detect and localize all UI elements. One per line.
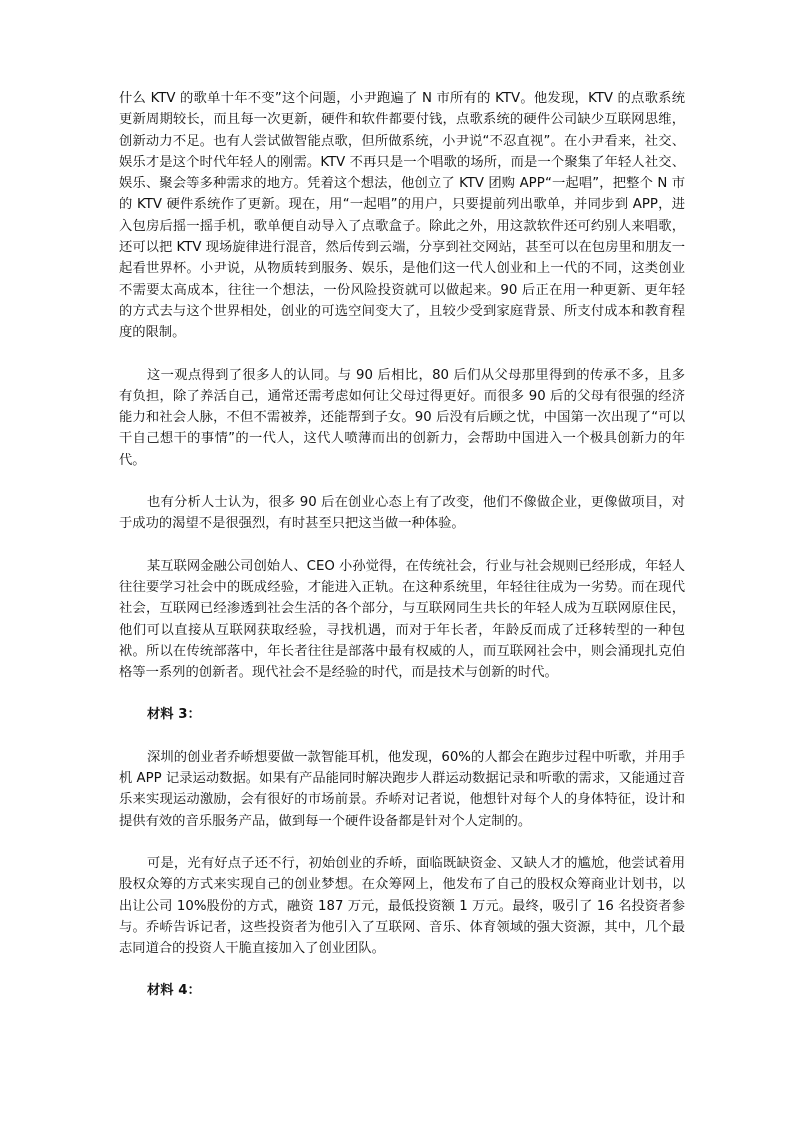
paragraph-earphone: 深圳的创业者乔峤想要做一款智能耳机，他发现，60%的人都会在跑步过程中听歌，并用手机 APP 记录运动数据。如果有产品能同时解决跑步人群运动数据记录和听歌的需求，又能通过音乐来实现运动激励，会有很好的市场前景。乔峤对记者说，他想针对每个人的身体特征，设计和提供有效的音乐服务产品，做到每一个硬件设备都是针对个人定制的。 (119, 749, 685, 829)
paragraph-gap (119, 726, 685, 747)
paragraph-agreement: 这一观点得到了很多人的认同。与 90 后相比，80 后们从父母那里得到的传承不多，且多有负担，除了养活自己，通常还需考虑如何让父母过得更好。而很多 90 后的父母有很强的经济能力和社会人脉，不但不需被养，还能帮到子女。90 后没有后顾之忧，中国第一次出现了“可以干自己想干的事情”的一代人，这代人喷薄而出的创新力，会帮助中国进入一个极具创新力的年代。 (119, 367, 685, 468)
paragraph-ceo: 某互联网金融公司创始人、CEO 小孙觉得，在传统社会，行业与社会规则已经形成，年轻人往往要学习社会中的既成经验，才能进入正轨。在这种系统里，年轻往往成为一劣势。而在现代社会，互联网已经渗透到社会生活的各个部分，与互联网同生共长的年轻人成为互联网原住民，他们可以直接从互联网获取经验，寻找机遇，而对于年长者，年龄反而成了迁移转型的一种包袱。所以在传统部落中，年长者往往是部落中最有权威的人，而互联网社会中，则会涌现扎克伯格等一系列的创新者。现代社会不是经验的时代，而是技术与创新的时代。 (119, 558, 685, 681)
paragraph-gap (119, 471, 685, 492)
paragraph-gap (119, 959, 685, 980)
document-page (119, 88, 685, 1002)
paragraph-gap (119, 832, 685, 853)
paragraph-gap (119, 535, 685, 556)
paragraph-ktv: 什么 KTV 的歌单十年不变”这个问题，小尹跑遍了 N 市所有的 KTV。他发现，KTV 的点歌系统更新周期较长，而且每一次更新，硬件和软件都要付钱，点歌系统的硬件公司缺少互联网思维，创新动力不足。也有人尝试做智能点歌，但所做系统，小尹说“不忍直视”。在小尹看来，社交、娱乐才是这个时代年轻人的刚需。KTV 不再只是一个唱歌的场所，而是一个聚集了年轻人社交、娱乐、聚会等多种需求的地方。凭着这个想法，他创立了 KTV 团购 APP“一起唱”，把整个 N 市的 KTV 硬件系统作了更新。现在，用“一起唱”的用户，只要提前列出歌单，并同步到 APP，进入包房后摇一摇手机，歌单便自动导入了点歌盒子。除此之外，用这款软件还可约别人来唱歌，还可以把 KTV 现场旋律进行混音，然后传到云端，分享到社交网站，甚至可以在包房里和朋友一起看世界杯。小尹说，从物质转到服务、娱乐，是他们这一代人创业和上一代的不同，这类创业不需要太高成本，往往一个想法，一份风险投资就可以做起来。90 后正在用一种更新、更年轻的方式去与这个世界相处，创业的可选空间变大了，且较少受到家庭背景、所支付成本和教育程度的限制。 (119, 91, 685, 341)
material-3-heading: 材料 3： (147, 707, 201, 723)
paragraph-gap (119, 683, 685, 704)
paragraph-analysts: 也有分析人士认为，很多 90 后在创业心态上有了改变，他们不像做企业，更像做项目，对于成功的渴望不是很强烈，有时甚至只把这当做一种体验。 (119, 495, 685, 532)
paragraph-crowdfunding: 可是，光有好点子还不行，初始创业的乔峤，面临既缺资金、又缺人才的尴尬，他尝试着用股权众筹的方式来实现自己的创业梦想。在众筹网上，他发布了自己的股权众筹商业计划书，以出让公司 10%股份的方式，融资 187 万元，最低投资额 1 万元。最终，吸引了 16 名投资者参与。乔峤告诉记者，这些投资者为他引入了互联网、音乐、体育领域的强大资源，其中，几个最志同道合的投资人干脆直接加入了创业团队。 (119, 855, 685, 957)
paragraph-gap (119, 344, 685, 365)
material-4-heading: 材料 4： (147, 983, 201, 999)
